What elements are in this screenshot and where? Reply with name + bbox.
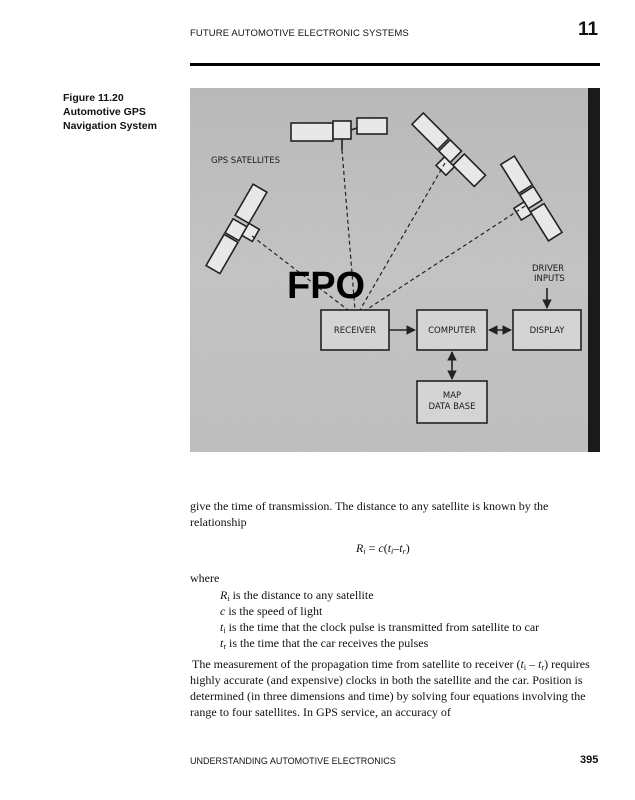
eq-equals: = [368,541,376,555]
eq-lhs-sub: i [363,547,366,556]
fpo-watermark: FPO [287,265,366,307]
gps-system-figure [190,88,600,452]
page-number: 395 [580,754,599,766]
eq-t1: t [387,541,392,555]
intro-paragraph: give the time of transmission. The distance to any satellite is known by the relationship [190,499,549,529]
caption-line: Automotive GPS [63,106,146,118]
header-rule [190,63,600,66]
chapter-number: 11 [578,19,599,40]
measurement-paragraph: The measurement of the propagation time from satellite to receiver $(t_i - t_r)$ requires highly accurate (and expensive) clocks in both the satellite and the car. Position is determined (in three dimensions and time) by solving four equations involving the range to four satellites. In GPS service, an accuracy of [190,657,590,719]
definition-list [220,587,539,651]
label-driver-inputs: INPUTS [534,274,565,284]
caption-line: Figure 11.20 [63,92,124,104]
eq-t1-sub: i [391,547,394,556]
eq-lhs: R [356,541,364,555]
where-label: where [190,571,220,585]
label-receiver: RECEIVER [333,326,377,336]
range-equation: $R_i = c(t_i-t_r)$ [356,541,410,556]
eq-t2: t [399,541,403,555]
figure-caption [63,91,183,133]
eq-t2-sub: r [402,547,406,556]
definition-item: $t_i$ is the time that the clock pulse is transmitted from satellite to car [220,620,540,635]
footer-title: UNDERSTANDING AUTOMOTIVE ELECTRONICS [190,756,396,766]
label-map: MAP [442,391,462,401]
definition-item: $R_i$ is the distance to any satellite [220,588,374,603]
label-driver-inputs: DRIVER [532,264,565,274]
eq-minus: – [393,541,400,555]
definition-item: $t_r$ is the time that the car receives the pulses [220,636,429,651]
definition-item: c is the speed of light [220,604,323,618]
label-gps-satellites: GPS SATELLITES [211,156,281,166]
label-map-database: DATA BASE [428,402,476,412]
label-computer: COMPUTER [428,326,476,336]
caption-line: Navigation System [63,120,157,132]
running-head: FUTURE AUTOMOTIVE ELECTRONIC SYSTEMS [190,28,409,39]
eq-c: c [378,541,384,555]
label-display: DISPLAY [529,326,565,336]
